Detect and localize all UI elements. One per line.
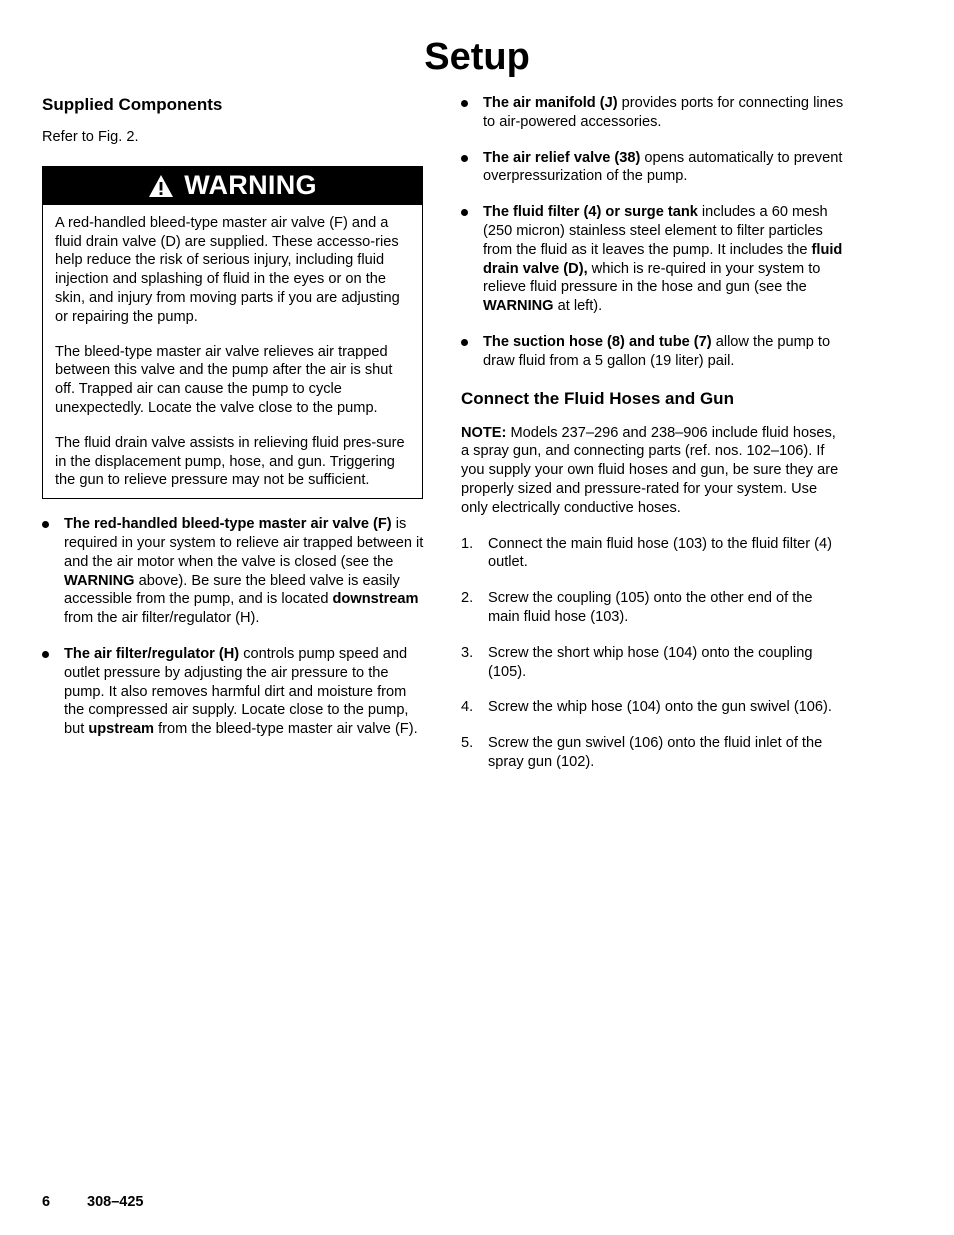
bullet-icon: [42, 521, 49, 528]
bullet-bold-text: fluid drain valve (D),: [483, 241, 843, 277]
bullet-bold-text: WARNING: [64, 572, 135, 589]
warning-paragraph: The bleed-type master air valve relieves air trapped between this valve and the pump after the air is shut off. Trapped air can cause the pump to cycle unexpectedly. Locate the valve close to the pump.: [55, 343, 393, 416]
note-paragraph: [461, 424, 845, 518]
step-number: 2.: [461, 590, 474, 607]
step-item: [461, 589, 845, 627]
step-item: [461, 734, 845, 772]
warning-paragraph: The fluid drain valve assists in relieving fluid pres-sure in the displacement pump, hose, and gun. Triggering the gun to relieve pressure may not be sufficient.: [55, 434, 405, 489]
warning-body: [43, 205, 422, 498]
step-text: Screw the whip hose (104) onto the gun swivel (106).: [488, 699, 832, 716]
bullet-bold-text: The red-handled bleed-type master air valve (F): [64, 516, 392, 533]
step-number: 4.: [461, 699, 474, 716]
warning-triangle-icon: [148, 174, 174, 198]
warning-paragraph: A red-handled bleed-type master air valve (F) and a fluid drain valve (D) are supplied. These accesso-ries help reduce the risk of serious injury, including fluid injection and splashing of fluid in the eyes or on the skin, and injury from moving parts if you are adjusting or repairing the pump.: [55, 214, 400, 325]
step-number: 1.: [461, 535, 474, 552]
bullet-text: allow the pump to draw fluid from a 5 gallon (19 liter) pail.: [483, 333, 831, 369]
bullet-bold-text: WARNING: [483, 298, 554, 315]
refer-text: Refer to Fig. 2.: [42, 129, 139, 145]
bullet-item-air-filter-regulator: [42, 645, 426, 739]
bullet-text: which is re-quired in your system to relieve fluid pressure in the hose and gun (see the: [483, 260, 821, 296]
bullet-text: opens automatically to prevent overpressurization of the pump.: [483, 149, 843, 185]
bullet-item-fluid-filter: [461, 203, 845, 316]
left-bullet-list: [42, 515, 426, 739]
step-item: [461, 644, 845, 682]
bullet-icon: [42, 651, 49, 658]
bullet-bold-text: The air filter/regulator (H): [64, 645, 240, 662]
warning-title: WARNING: [184, 170, 317, 201]
warning-box: [42, 166, 423, 499]
bullet-bold-text: upstream: [88, 721, 155, 738]
step-number: 5.: [461, 735, 474, 752]
right-bullet-list: [461, 94, 845, 371]
bullet-bold-text: The air relief valve (38): [483, 149, 641, 166]
step-item: [461, 535, 845, 573]
right-column: [461, 94, 845, 789]
bullet-text: above). Be sure the bleed valve is easily accessible from the pump, and is located: [64, 572, 400, 608]
bullet-text: from the air filter/regulator (H).: [64, 610, 260, 627]
bullet-text: provides ports for connecting lines to air-powered accessories.: [483, 95, 844, 130]
bullet-icon: [461, 100, 468, 107]
connect-hoses-heading: Connect the Fluid Hoses and Gun: [461, 388, 734, 408]
page-footer: [42, 1194, 143, 1210]
note-label: NOTE:: [461, 424, 507, 441]
bullet-text: from the bleed-type master air valve (F).: [154, 721, 418, 738]
bullet-item-air-manifold: [461, 94, 845, 132]
bullet-bold-text: downstream: [332, 591, 419, 608]
document-number: 308–425: [87, 1194, 144, 1210]
bullet-item-master-air-valve: [42, 515, 426, 628]
steps-list: [461, 535, 845, 772]
page-number: 6: [42, 1194, 51, 1210]
bullet-icon: [461, 209, 468, 216]
step-text: Connect the main fluid hose (103) to the fluid filter (4) outlet.: [488, 535, 832, 571]
bullet-bold-text: The fluid filter (4) or surge tank: [483, 204, 698, 221]
bullet-bold-text: The suction hose (8) and tube (7): [483, 333, 712, 350]
bullet-text: controls pump speed and outlet pressure by adjusting the air pressure to the pump. It also removes harmful dirt and moisture from the compressed air supply. Locate close to the pump, but: [64, 645, 409, 738]
step-text: Screw the short whip hose (104) onto the coupling (105).: [488, 644, 813, 680]
note-text: Models 237–296 and 238–906 include fluid hoses, a spray gun, and connecting parts (ref. nos. 102–106). If you supply your own fluid hoses and gun, be sure they are properly sized and pressure-rated for your system. Use only electrically conductive hoses.: [461, 424, 839, 516]
warning-header: [43, 167, 422, 205]
step-text: Screw the coupling (105) onto the other end of the main fluid hose (103).: [488, 590, 813, 625]
left-column: [42, 94, 426, 756]
bullet-icon: [461, 155, 468, 162]
supplied-components-heading: Supplied Components: [42, 95, 223, 114]
bullet-item-suction-hose: [461, 333, 845, 371]
page-title: Setup: [424, 36, 530, 78]
step-number: 3.: [461, 644, 474, 661]
bullet-text: at left).: [553, 298, 603, 315]
bullet-text: includes a 60 mesh (250 micron) stainless steel element to filter particles from the fluid as it leaves the pump. It includes the: [483, 204, 828, 258]
bullet-icon: [461, 339, 468, 346]
step-item: [461, 698, 845, 717]
step-text: Screw the gun swivel (106) onto the fluid inlet of the spray gun (102).: [488, 735, 823, 770]
bullet-text: is required in your system to relieve air trapped between it and the air motor when the valve is closed (see the: [64, 516, 424, 570]
bullet-bold-text: The air manifold (J): [483, 95, 618, 111]
bullet-item-air-relief-valve: [461, 149, 845, 187]
